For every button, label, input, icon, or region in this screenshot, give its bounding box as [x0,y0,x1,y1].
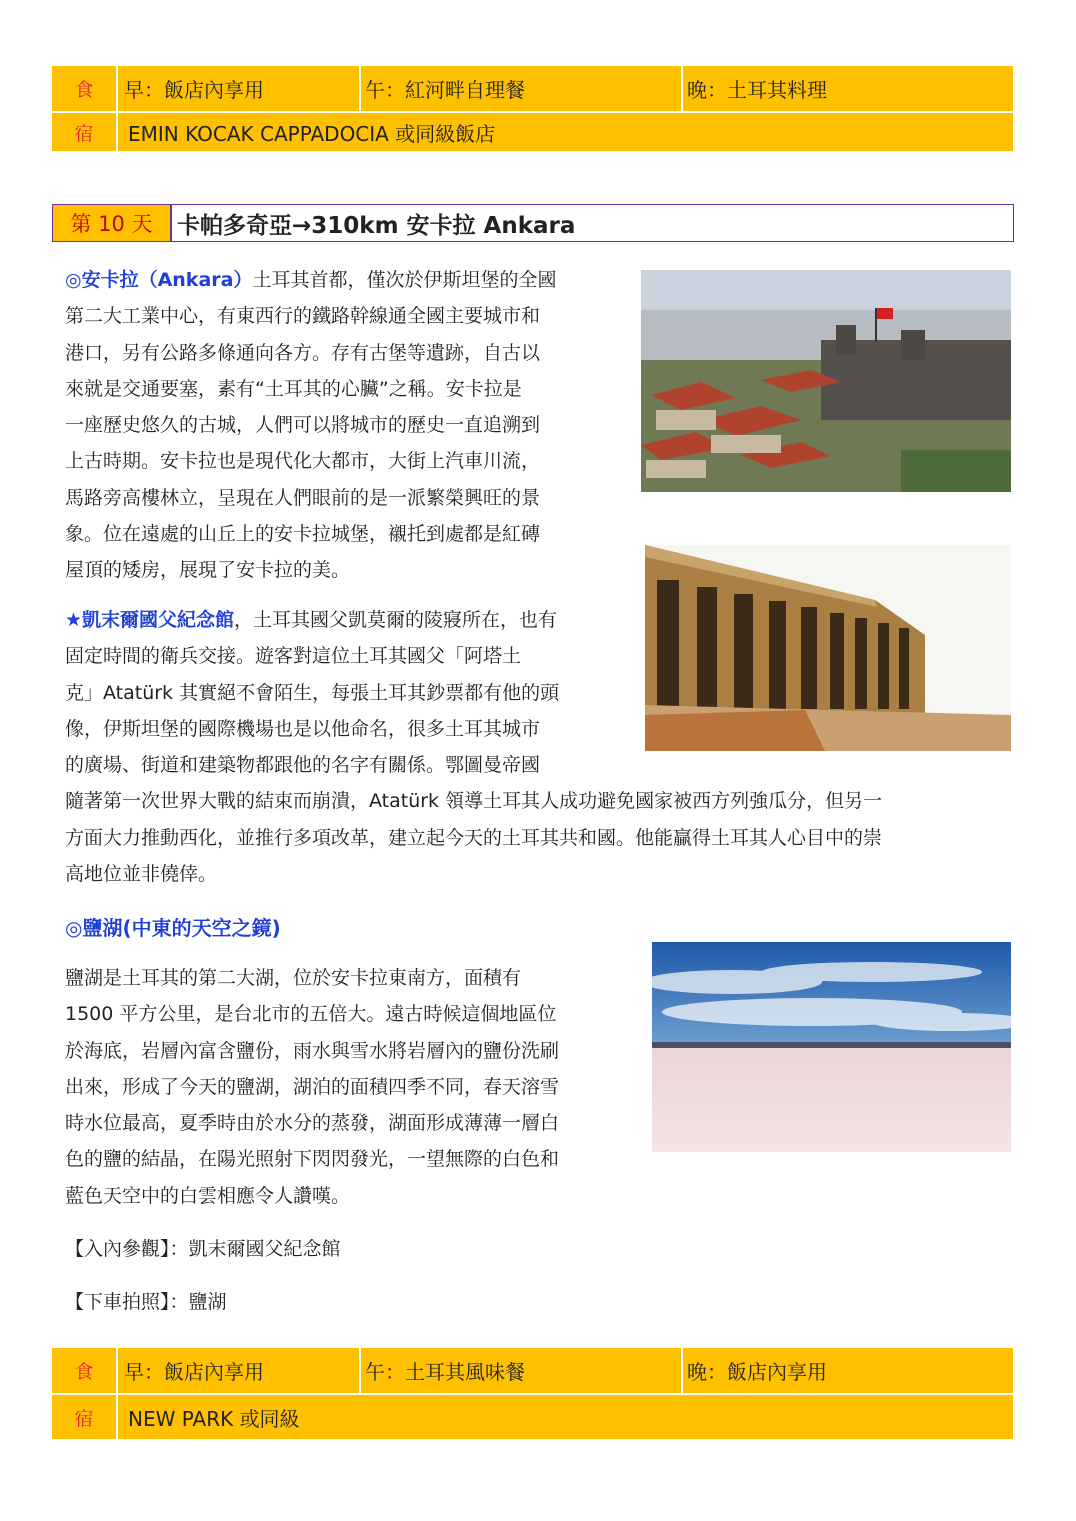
lunch-cell: 午：紅河畔自理餐 [359,66,681,111]
text-line: 隨著第一次世界大戰的結束而崩潰，Atatürk 領導土耳其人成功避免國家被西方列強瓜分，但另一 [65,790,883,813]
hotel-cell: EMIN KOCAK CAPPADOCIA 或同級飯店 [116,113,1013,151]
visit-note: 【入內參觀】：凱末爾國父紀念館 [65,1238,341,1260]
lunch-cell: 午：土耳其風味餐 [359,1348,681,1393]
meal-table-top [52,66,1013,151]
text-line: 高地位並非僥倖。 [65,863,218,886]
breakfast-cell: 早：飯店內享用 [116,1348,359,1393]
text-line: 土耳其首都，僅次於伊斯坦堡的全國 [252,269,557,291]
text-line: 馬路旁高樓林立，呈現在人們眼前的是一派繁榮興旺的景 [65,486,541,509]
text-line: ，土耳其國父凱莫爾的陵寢所在，也有 [234,609,558,631]
text-line: 象。位在遠處的山丘上的安卡拉城堡，襯托到處都是紅磚 [65,523,541,546]
day-title: 卡帕多奇亞→310km 安卡拉 Ankara [177,212,576,239]
salt-lake-paragraph [65,960,640,1214]
meal-table-bottom [52,1348,1013,1439]
text-line: 於海底，岩層內富含鹽份，雨水與雪水將岩層內的鹽份洗刷 [65,1039,560,1062]
text-line: 鹽湖是土耳其的第二大湖，位於安卡拉東南方，面積有 [65,967,522,989]
text-line: 固定時間的衛兵交接。遊客對這位土耳其國父「阿塔土 [65,645,522,668]
text-line: 方面大力推動西化，並推行多項改革，建立起今天的土耳其共和國。他能贏得土耳其人心目中的崇 [65,826,883,849]
dinner-cell: 晚：土耳其料理 [681,66,1013,111]
text-line: 像，伊斯坦堡的國際機場也是以他命名，很多土耳其城市 [65,717,541,740]
food-icon: 食 [74,1361,94,1383]
meal-row [52,66,1013,111]
day-label: 第 10 天 [53,205,172,241]
text-line: 來就是交通要塞，素有“土耳其的心臟”之稱。安卡拉是 [65,377,522,400]
food-icon: 食 [74,79,94,101]
salt-lake-photo [652,942,1011,1152]
ataturk-paragraph [65,602,1010,892]
photo-note: 【下車拍照】：鹽湖 [65,1291,227,1313]
day-header [52,204,1014,242]
text-line: 的廣場、街道和建築物都跟他的名字有關係。鄂圖曼帝國 [65,754,541,777]
meal-row [52,1348,1013,1393]
breakfast-cell: 早：飯店內享用 [116,66,359,111]
ankara-paragraph [65,262,625,589]
text-line: 上古時期。安卡拉也是現代化大都市，大街上汽車川流， [65,450,541,473]
text-line: 克」Atatürk 其實絕不會陌生，每張土耳其鈔票都有他的頭 [65,681,560,704]
salt-lake-title: ◎鹽湖(中東的天空之鏡) [65,916,281,940]
stay-icon: 宿 [74,1407,94,1430]
text-line: 1500 平方公里，是台北市的五倍大。遠古時候這個地區位 [65,1003,557,1026]
text-line: 出來，形成了今天的鹽湖，湖泊的面積四季不同，春天溶雪 [65,1075,560,1098]
text-line: 港口，另有公路多條通向各方。存有古堡等遺跡，自古以 [65,341,541,364]
text-line: 第二大工業中心，有東西行的鐵路幹線通全國主要城市和 [65,305,541,328]
text-line: 色的鹽的結晶，在陽光照射下閃閃發光，一望無際的白色和 [65,1148,560,1171]
dinner-cell: 晚：飯店內享用 [681,1348,1013,1393]
text-line: 藍色天空中的白雲相應令人讚嘆。 [65,1184,351,1207]
text-line: 屋頂的矮房，展現了安卡拉的美。 [65,559,351,582]
text-line: 一座歷史悠久的古城，人們可以將城市的歷史一直追溯到 [65,414,541,437]
text-line: 時水位最高，夏季時由於水分的蒸發，湖面形成薄薄一層白 [65,1112,560,1135]
stay-row [52,111,1013,151]
hotel-cell: NEW PARK 或同級 [116,1395,1013,1439]
ataturk-lead: ★凱末爾國父紀念館 [65,609,235,631]
ankara-lead: ◎安卡拉（Ankara） [65,269,253,291]
ankara-castle-photo [641,270,1011,492]
stay-row [52,1393,1013,1439]
stay-icon: 宿 [74,122,94,145]
